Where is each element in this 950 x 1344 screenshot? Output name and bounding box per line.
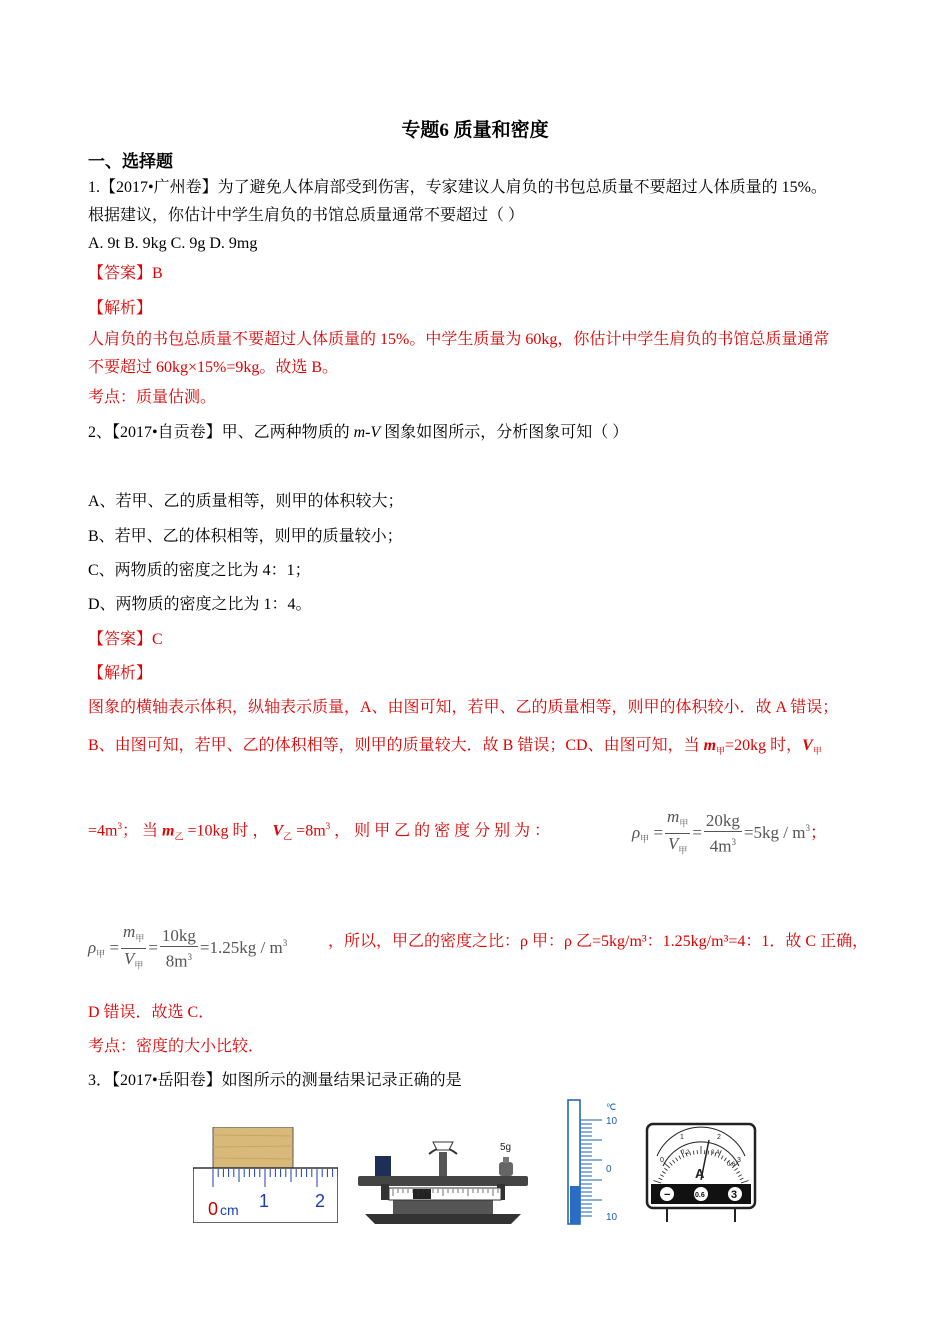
q2-option-d: D、两物质的密度之比为 1：4。 [88,596,312,613]
wooden-block [213,1127,293,1168]
thermo-label-zero: 0 [606,1164,612,1175]
weight-5g [499,1162,513,1176]
q2-analysis-label: 【解析】 [88,665,153,682]
ammeter-scale-2: 2 [717,1134,721,1141]
q1-analysis-label: 【解析】 [88,300,153,317]
q2-knowledge-point: 考点：密度的大小比较． [88,1038,265,1055]
weight-label: 5g [500,1142,512,1153]
q2-stem: 2、【2017•自贡卷】甲、乙两种物质的 m-V 图象如图所示，分析图象可知（ ） [88,424,629,441]
q1-options: A. 9t B. 9kg C. 9g D. 9mg [88,235,258,252]
q1-stem-line2: 根据建议，你估计中学生肩负的书馆总质量通常不要超过（ ） [88,207,525,224]
liquid-column [570,1186,580,1224]
object-on-pan [375,1156,391,1176]
ammeter-scale-06: 0.6 [727,1162,736,1168]
ruler-figure [193,1127,338,1223]
q2-analysis-line1: 图象的横轴表示体积，纵轴表示质量，A、由图可知，若甲、乙的质量相等，则甲的体积较小．故 A 错误； [88,699,839,716]
balance-figure [353,1136,533,1226]
q2-option-c: C、两物质的密度之比为 4：1； [88,562,311,579]
q1-stem-line1: 1.【2017•广州卷】为了避免人体肩部受到伤害，专家建议人肩负的书包总质量不要超过人体质量的 15%。 [88,179,827,196]
density-equation-1: $\rho_甲$ = $\frac{m_甲}{V_甲}$ = $\frac{20kg}{4m^3}$ $=5kg / m^3$； [632,807,827,856]
ruler-label-2: 2 [315,1191,326,1211]
q2-analysis-line3: $=4m^3$； 当 $m_乙 =10kg$ 时 ， $V_乙 =8m^3$ ， 则 甲 乙 的 密 度 分 别 为 ： [88,821,551,842]
thermometer-figure [562,1098,628,1228]
q1-analysis-line2: 不要超过 60kg×15%=9kg。故选 B。 [88,359,339,376]
q2-answer: 【答案】C [88,631,163,648]
ammeter-scale-1: 1 [680,1134,684,1141]
thermo-label-top: 10 [606,1116,618,1127]
ruler-label-0: 0 [208,1199,219,1219]
ammeter-scale-0: 0 [660,1157,664,1164]
ammeter-scale-3: 3 [737,1157,741,1164]
ruler-unit: cm [220,1202,239,1218]
q2-option-a: A、若甲、乙的质量相等，则甲的体积较大； [88,493,404,510]
terminal-06: 0.6 [695,1192,705,1199]
ammeter-figure [645,1122,757,1226]
q1-analysis-line1: 人肩负的书包总质量不要超过人体质量的 15%。中学生质量为 60kg，你估计中学生肩负的书馆总质量通常 [88,331,830,348]
density-equation-2: $\rho_甲$ = $\frac{m_甲}{V_甲}$ = $\frac{10kg}{8m^3}$ $=1.25kg / m^3$ [88,922,288,971]
q2-analysis-line5: D 错误．故选 C． [88,1004,215,1021]
terminal-3: 3 [731,1189,738,1201]
thermo-unit: ℃ [606,1102,617,1112]
q3-stem: 3．【2017•岳阳卷】如图所示的测量结果记录正确的是 [88,1072,462,1089]
q2-analysis-line2: B、由图可知，若甲、乙的体积相等，则甲的质量较大．故 B 错误；CD、由图可知，当 $m_甲=20kg$ 时，$V_甲$ [88,737,822,757]
ammeter-unit: A [695,1166,705,1181]
thermo-label-bottom: 10 [606,1212,618,1223]
section-heading: 一、选择题 [88,152,173,171]
ruler-label-1: 1 [259,1191,270,1211]
page-title: 专题6 质量和密度 [401,120,549,141]
q1-knowledge-point: 考点：质量估测。 [88,389,217,406]
ammeter-scale-02: 0.2 [681,1150,690,1156]
q1-answer: 【答案】B [88,265,163,282]
q2-analysis-line4: ，所以，甲乙的密度之比：ρ 甲：ρ 乙=5kg/m³：1.25kg/m³=4：1．故 C 正确， [328,933,869,950]
ammeter-scale-04: 0.4 [711,1150,720,1156]
q2-option-b: B、若甲、乙的体积相等，则甲的质量较小； [88,528,403,545]
terminal-negative: − [664,1189,671,1201]
